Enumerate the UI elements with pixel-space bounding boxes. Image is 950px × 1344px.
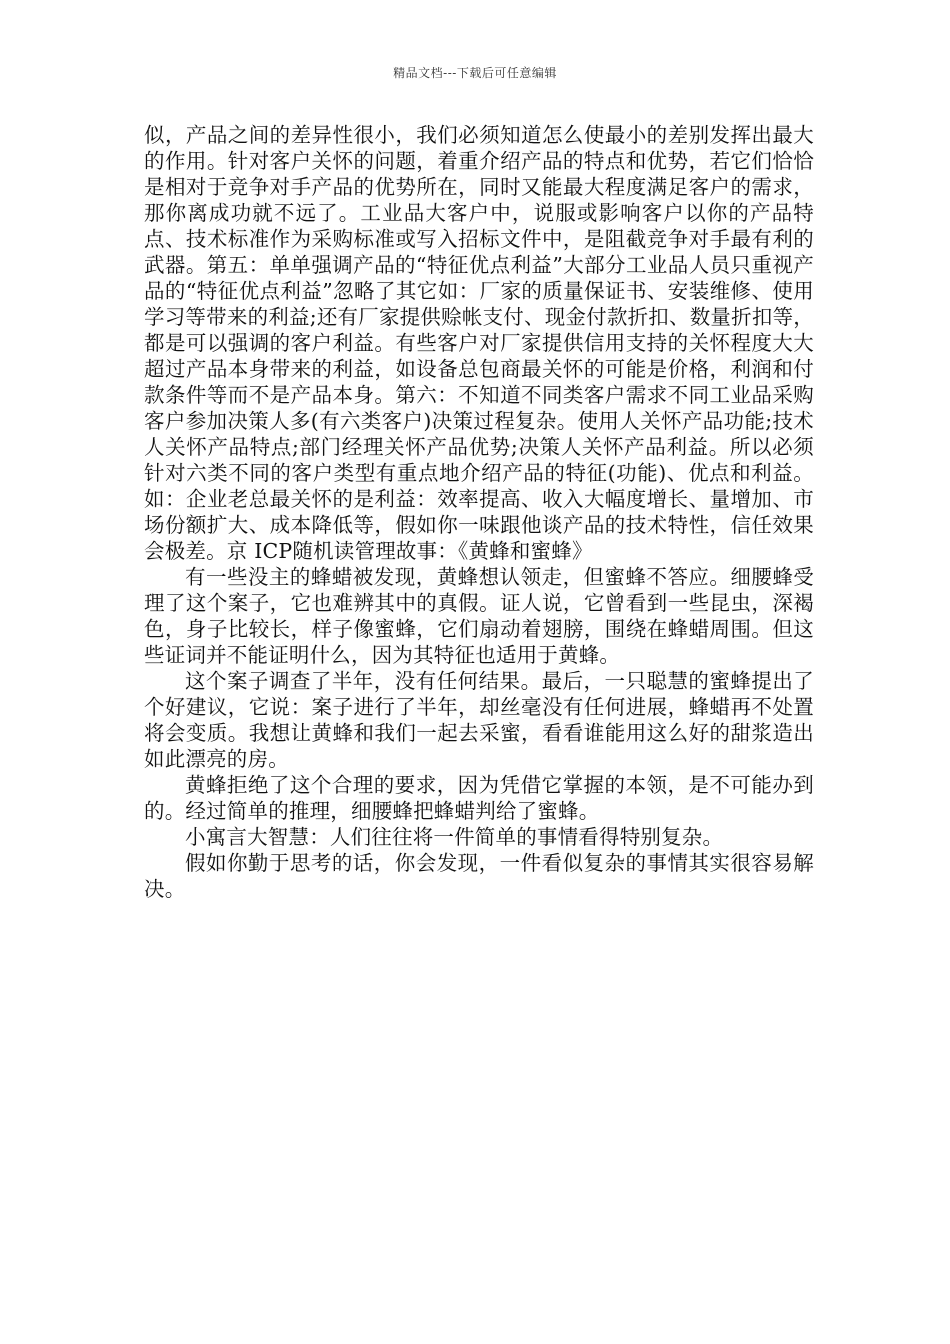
paragraph-6: 假如你勤于思考的话，你会发现，一件看似复杂的事情其实很容易解决。	[144, 851, 814, 901]
paragraph-4: 黄蜂拒绝了这个合理的要求，因为凭借它掌握的本领，是不可能办到的。经过简单的推理，细腰蜂把蜂蜡判给了蜜蜂。	[144, 773, 814, 823]
page-header: 精品文档---下载后可任意编辑	[393, 66, 557, 80]
paragraph-5: 小寓言大智慧：人们往往将一件简单的事情看得特别复杂。	[185, 825, 724, 849]
document-body	[144, 122, 814, 902]
paragraph-2: 有一些没主的蜂蜡被发现，黄蜂想认领走，但蜜蜂不答应。细腰蜂受理了这个案子，它也难辨其中的真假。证人说，它曾看到一些昆虫，深褐色，身子比较长，样子像蜜蜂，它们扇动着翅膀，围绕在蜂蜡周围。但这些证词并不能证明什么，因为其特征也适用于黄蜂。	[144, 565, 814, 667]
paragraph-1: 似，产品之间的差异性很小，我们必须知道怎么使最小的差别发挥出最大的作用。针对客户关怀的问题，着重介绍产品的特点和优势，若它们恰恰是相对于竞争对手产品的优势所在，同时又能最大程度满足客户的需求，那你离成功就不远了。工业品大客户中，说服或影响客户以你的产品特点、技术标准作为采购标准或写入招标文件中，是阻截竞争对手最有利的武器。第五：单单强调产品的“特征优点利益”大部分工业品人员只重视产品的“特征优点利益”忽略了其它如：厂家的质量保证书、安装维修、使用学习等带来的利益;还有厂家提供赊帐支付、现金付款折扣、数量折扣等，都是可以强调的客户利益。有些客户对厂家提供信用支持的关怀程度大大超过产品本身带来的利益，如设备总包商最关怀的可能是价格，利润和付款条件等而不是产品本身。第六：不知道不同类客户需求不同工业品采购客户参加决策人多(有六类客户)决策过程复杂。使用人关怀产品功能;技术人关怀产品特点;部门经理关怀产品优势;决策人关怀产品利益。所以必须针对六类不同的客户类型有重点地介绍产品的特征(功能)、优点和利益。如：企业老总最关怀的是利益：效率提高、收入大幅度增长、量增加、市场份额扩大、成本降低等，假如你一味跟他谈产品的技术特性，信任效果会极差。京 ICP随机读管理故事：《黄蜂和蜜蜂》	[144, 123, 814, 563]
paragraph-3: 这个案子调查了半年，没有任何结果。最后，一只聪慧的蜜蜂提出了个好建议，它说：案子进行了半年，却丝毫没有任何进展，蜂蜡再不处置将会变质。我想让黄蜂和我们一起去采蜜，看看谁能用这么好的甜浆造出如此漂亮的房。	[144, 669, 814, 771]
